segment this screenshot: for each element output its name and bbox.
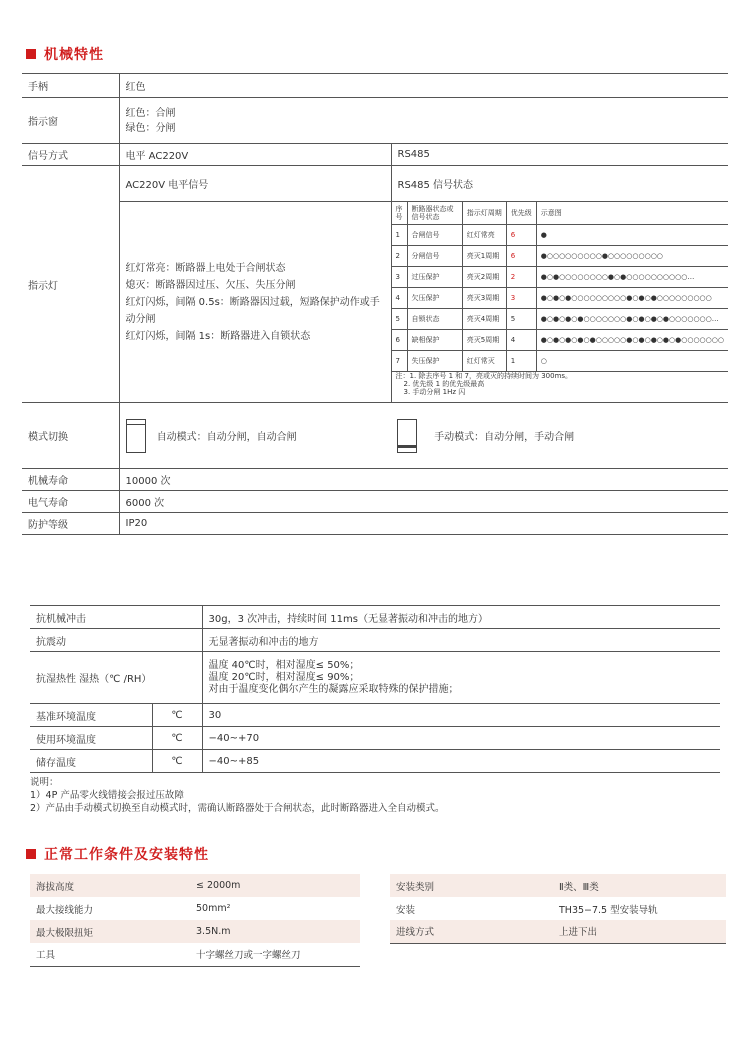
row-period: 红灯常亮 (462, 224, 506, 245)
section-title-mechanical (26, 44, 104, 64)
row-state: 分闸信号 (407, 245, 462, 266)
env-value-line: 对由于温度变化偶尔产生的凝露应采取特殊的保护措施； (208, 683, 459, 695)
mechanical-properties-table (22, 73, 728, 535)
table-row (390, 874, 726, 897)
cond-value: 50mm² (196, 903, 231, 914)
handle-value: 红色 (119, 74, 728, 98)
indicator-window-label: 指示窗 (22, 98, 119, 144)
mode-switch-label: 模式切换 (22, 403, 119, 469)
row-state: 自锁状态 (407, 308, 462, 329)
indicator-window-line2: 绿色：分闸 (125, 122, 176, 134)
table-row (30, 727, 720, 750)
conditions-table-right (390, 874, 726, 944)
sub-header-priority: 优先级 (506, 202, 536, 224)
table-row (30, 606, 720, 629)
env-label: 基准环境温度 (30, 704, 152, 727)
elec-life-label: 电气寿命 (22, 491, 119, 513)
row-pattern: ●○●○●○●○●○○○○○●○●○●○●○●○○○○○○○ (536, 329, 728, 350)
env-label: 抗震动 (30, 629, 202, 652)
handle-label: 手柄 (22, 74, 119, 98)
protection-label: 防护等级 (22, 513, 119, 535)
cond-value: 3.5N.m (190, 920, 360, 943)
table-row (390, 897, 726, 920)
cond-label: 安装 (396, 904, 416, 916)
indicator-ac-line: 红灯常亮：断路器上电处于合闸状态 (125, 262, 286, 274)
section-marker (26, 49, 36, 59)
table-row (30, 652, 720, 704)
indicator-ac-line: 红灯闪烁，间隔 0.5s：断路器因过载，短路保护动作或手 (125, 296, 380, 308)
env-value: 30 (202, 704, 720, 727)
signal-method-label: 信号方式 (22, 144, 119, 166)
row-period: 亮灭3周期 (462, 287, 506, 308)
indicator-ac-line: 熄灭：断路器因过压、欠压、失压分闸 (125, 279, 296, 291)
row-priority: 5 (506, 308, 536, 329)
mode-manual-text: 手动模式：自动分闸，手动合闸 (434, 432, 575, 443)
env-unit: ℃ (152, 727, 202, 750)
row-state: 合闸信号 (407, 224, 462, 245)
row-period: 亮灭4周期 (462, 308, 506, 329)
signal-method-rs485: RS485 (391, 144, 728, 166)
sub-header-state: 断路器状态或信号状态 (407, 202, 462, 224)
env-label: 抗湿热性 湿热（℃ /RH） (30, 652, 202, 704)
mech-life-value: 10000 次 (119, 469, 728, 491)
row-no: 1 (392, 224, 408, 245)
auto-mode-switch-icon (126, 419, 146, 453)
row-state: 缺相保护 (407, 329, 462, 350)
notes-block (30, 776, 445, 815)
table-row (392, 224, 729, 245)
row-no: 5 (392, 308, 408, 329)
env-value: 无显著振动和冲击的地方 (202, 629, 720, 652)
indicator-ac-header: AC220V 电平信号 (119, 166, 391, 202)
table-row (30, 874, 360, 897)
section-title-conditions (26, 844, 209, 864)
env-label: 抗机械冲击 (30, 606, 202, 629)
rs485-status-table (392, 202, 729, 396)
notes-line: 1）4P 产品零火线错接会报过压故障 (30, 790, 184, 801)
row-no: 4 (392, 287, 408, 308)
manual-mode-switch-icon (397, 419, 417, 453)
row-pattern: ●○○○○○○○○○●○○○○○○○○○ (536, 245, 728, 266)
environment-table (30, 605, 720, 773)
mode-manual-cell (391, 403, 728, 469)
table-row (30, 704, 720, 727)
table-row (392, 308, 729, 329)
table-row (392, 329, 729, 350)
sub-header-diagram: 示意图 (536, 202, 728, 224)
note-line: 2. 优先级 1 的优先级最高 (403, 379, 485, 388)
row-pattern: ●○●○●○○○○○○○○○●○●○●○○○○○○○○○ (536, 287, 728, 308)
env-unit: ℃ (152, 750, 202, 773)
row-priority: 1 (506, 350, 536, 371)
env-value: 30g，3 次冲击，持续时间 11ms（无显著振动和冲击的地方） (202, 606, 720, 629)
row-period: 红灯常灭 (462, 350, 506, 371)
row-state: 失压保护 (407, 350, 462, 371)
env-unit: ℃ (152, 704, 202, 727)
indicator-rs485-header: RS485 信号状态 (391, 166, 728, 202)
protection-value: IP20 (119, 513, 728, 535)
cond-label: 进线方式 (390, 920, 553, 943)
mode-auto-text: 自动模式：自动分闸，自动合闸 (156, 432, 297, 443)
row-state: 欠压保护 (407, 287, 462, 308)
table-row (30, 920, 360, 943)
indicator-ac-line: 动分闸 (125, 313, 156, 325)
cond-value: 上进下出 (553, 920, 726, 943)
cond-label: 最大极限扭矩 (30, 920, 190, 943)
cond-value: Ⅱ类、Ⅲ类 (553, 874, 726, 897)
signal-method-ac: 电平 AC220V (119, 144, 391, 166)
row-pattern: ●○●○●○●○○○○○○○●○●○●○●○○○○○○○… (536, 308, 728, 329)
conditions-table-left (30, 874, 360, 967)
rs485-status-cell (391, 202, 728, 403)
env-value-line: 温度 40℃时，相对湿度≤ 50%； (208, 659, 360, 671)
env-value: −40~+70 (202, 727, 720, 750)
env-label: 储存温度 (30, 750, 152, 773)
cond-value: ≤ 2000m (190, 874, 360, 897)
row-no: 2 (392, 245, 408, 266)
row-pattern: ○ (536, 350, 728, 371)
indicator-notes (392, 371, 729, 396)
row-state: 过压保护 (407, 266, 462, 287)
row-pattern: ●○●○○○○○○○○●○●○○○○○○○○○○… (536, 266, 728, 287)
sub-header-period: 指示灯周期 (462, 202, 506, 224)
note-line: 注：1. 除去序号 1 和 7，亮或灭的持续时间为 300ms。 (395, 371, 573, 380)
notes-title: 说明： (30, 777, 59, 788)
table-row (392, 350, 729, 371)
env-label: 使用环境温度 (30, 727, 152, 750)
section-title-text: 机械特性 (44, 47, 104, 63)
table-row (30, 943, 360, 966)
cond-value: TH35−7.5 型安装导轨 (559, 904, 658, 916)
table-row (392, 266, 729, 287)
table-row (390, 920, 726, 943)
indicator-ac-description (119, 202, 391, 403)
indicator-window-value (119, 98, 728, 144)
row-priority: 2 (506, 266, 536, 287)
env-value-line: 温度 20℃时，相对湿度≤ 90%； (208, 671, 360, 683)
notes-line: 2）产品由手动模式切换至自动模式时，需确认断路器处于合闸状态，此时断路器进入全自动模式。 (30, 803, 445, 814)
note-line: 3. 手动分闸 1Hz 闪 (403, 387, 466, 396)
mech-life-label: 机械寿命 (22, 469, 119, 491)
row-period: 亮灭1周期 (462, 245, 506, 266)
row-no: 6 (392, 329, 408, 350)
cond-label: 海拔高度 (30, 874, 190, 897)
table-row (392, 245, 729, 266)
row-priority: 6 (506, 224, 536, 245)
cond-label: 安装类别 (390, 874, 553, 897)
table-row (392, 287, 729, 308)
cond-label: 工具 (30, 943, 190, 966)
indicator-ac-line: 红灯闪烁，间隔 1s：断路器进入自锁状态 (125, 330, 311, 342)
section-marker (26, 849, 36, 859)
elec-life-value: 6000 次 (119, 491, 728, 513)
row-priority: 4 (506, 329, 536, 350)
table-row (30, 629, 720, 652)
mode-auto-cell (119, 403, 391, 469)
row-period: 亮灭2周期 (462, 266, 506, 287)
indicator-light-label: 指示灯 (22, 166, 119, 403)
table-row (30, 897, 360, 920)
table-row (30, 750, 720, 773)
row-priority: 6 (506, 245, 536, 266)
env-value: −40~+85 (202, 750, 720, 773)
row-pattern: ● (536, 224, 728, 245)
row-no: 7 (392, 350, 408, 371)
env-value (202, 652, 720, 704)
indicator-window-line1: 红色：合闸 (125, 107, 176, 119)
row-no: 3 (392, 266, 408, 287)
section-title-text: 正常工作条件及安装特性 (44, 847, 209, 863)
row-priority: 3 (506, 287, 536, 308)
row-period: 亮灭5周期 (462, 329, 506, 350)
cond-value: 十字螺丝刀或一字螺丝刀 (190, 943, 360, 966)
sub-header-no: 序号 (392, 202, 408, 224)
cond-label: 最大接线能力 (36, 904, 94, 916)
